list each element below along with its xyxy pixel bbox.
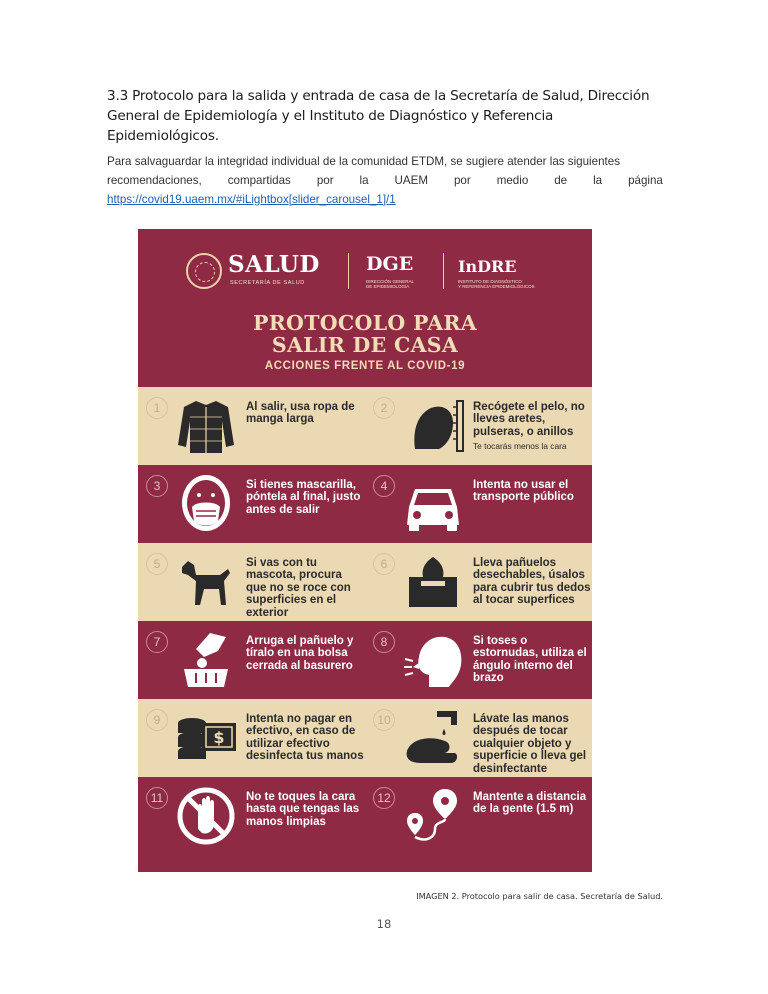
- intro-paragraph: [107, 152, 663, 209]
- poster-title-line-1: PROTOCOLO PARA: [253, 311, 477, 335]
- salud-logo: SALUD: [228, 251, 320, 278]
- source-link[interactable]: https://covid19.uaem.mx/#iLightbox[slider_carousel_1]/1: [107, 193, 396, 206]
- item-number: 12: [373, 787, 395, 809]
- item-text: No te toques la cara hasta que tengas las manos limpias: [246, 791, 360, 828]
- salud-subtitle: SECRETARÍA DE SALUD: [230, 280, 305, 286]
- protocol-item: [138, 777, 365, 855]
- item-number: 9: [146, 709, 168, 731]
- protocol-row: [138, 777, 592, 855]
- protocol-row: [138, 465, 592, 543]
- paragraph-word: la: [359, 174, 369, 187]
- protocol-item: [365, 465, 592, 543]
- item-text: [473, 401, 591, 453]
- logo-divider: [443, 253, 444, 289]
- dge-subtitle: [366, 279, 414, 289]
- item-text: Lávate las manos después de tocar cualquier objeto y superficie o lleva gel desinfectante: [473, 713, 587, 775]
- jacket-icon: [174, 395, 238, 457]
- logo-row: [138, 247, 592, 297]
- dge-logo: DGE: [366, 253, 414, 275]
- indre-subtitle: [458, 279, 535, 289]
- cough-icon: [401, 629, 465, 691]
- item-number: 3: [146, 475, 168, 497]
- protocol-row: [138, 543, 592, 621]
- protocol-item: [138, 621, 365, 699]
- indre-subtitle-line: INSTITUTO DE DIAGNÓSTICO: [458, 279, 522, 284]
- item-main-text: Recógete el pelo, no lleves aretes, pulseras, o anillos: [473, 401, 585, 438]
- poster-title-line-2: SALIR DE CASA: [271, 333, 459, 357]
- protocol-item: [138, 387, 365, 465]
- protocol-row: [138, 621, 592, 699]
- protocol-item: [365, 543, 592, 621]
- item-text: Mantente a distancia de la gente (1.5 m): [473, 791, 587, 816]
- handwash-icon: [401, 707, 465, 769]
- item-number: 11: [146, 787, 168, 809]
- protocol-row: [138, 699, 592, 777]
- item-number: 2: [373, 397, 395, 419]
- item-note: Te tocarás menos la cara: [473, 441, 567, 452]
- protocol-poster: [138, 229, 592, 872]
- protocol-item: [138, 543, 365, 621]
- protocol-item: [365, 777, 592, 855]
- paragraph-word: medio: [496, 174, 529, 187]
- paragraph-line-1: Para salvaguardar la integridad individual de la comunidad ETDM, se sugiere atender las siguientes: [107, 155, 620, 168]
- item-text: Arruga el pañuelo y tíralo en una bolsa cerrada al basurero: [246, 635, 354, 672]
- protocol-item: [138, 465, 365, 543]
- car-icon: [401, 473, 465, 535]
- trash-bin-icon: [174, 629, 238, 691]
- item-text: Intenta no pagar en efectivo, en caso de utilizar efectivo desinfecta tus manos: [246, 713, 364, 763]
- protocol-item: [365, 699, 592, 777]
- paragraph-word: UAEM: [394, 174, 429, 187]
- item-number: 7: [146, 631, 168, 653]
- protocol-item: [365, 621, 592, 699]
- paragraph-word: de: [554, 174, 568, 187]
- protocol-item: [365, 387, 592, 465]
- item-number: 6: [373, 553, 395, 575]
- item-text: Si toses o estornudas, utiliza el ángulo interno del brazo: [473, 635, 587, 685]
- mexico-seal-icon: [186, 253, 222, 289]
- item-number: 5: [146, 553, 168, 575]
- indre-logo: InDRE: [458, 257, 517, 276]
- svg-text:$: $: [213, 728, 225, 747]
- dge-subtitle-line: DE EPIDEMIOLOGÍA: [366, 284, 410, 289]
- paragraph-word: recomendaciones,: [107, 174, 202, 187]
- item-text: Lleva pañuelos desechables, úsalos para cubrir tus dedos al tocar superfices: [473, 557, 591, 607]
- cash-icon: [174, 707, 238, 769]
- paragraph-line-2: [107, 171, 663, 190]
- figure-caption: IMAGEN 2. Protocolo para salir de casa. Secretaría de Salud.: [416, 891, 663, 901]
- item-text: Si tienes mascarilla, póntela al final, justo antes de salir: [246, 479, 361, 516]
- dge-subtitle-line: DIRECCIÓN GENERAL: [366, 279, 415, 284]
- no-touch-face-icon: [174, 785, 238, 847]
- poster-header: [138, 229, 592, 387]
- item-text: Al salir, usa ropa de manga larga: [246, 401, 355, 426]
- poster-subtitle: ACCIONES FRENTE AL COVID-19: [264, 360, 466, 372]
- item-number: 4: [373, 475, 395, 497]
- item-text: Intenta no usar el transporte público: [473, 479, 574, 504]
- paragraph-word: la: [593, 174, 603, 187]
- protocol-item: [138, 699, 365, 777]
- section-heading: 3.3 Protocolo para la salida y entrada de casa de la Secretaría de Salud, Dirección General de Epidemiología y el Instituto de Diagnóstico y Referencia Epidemiológicos.: [107, 88, 650, 144]
- item-text: Si vas con tu mascota, procura que no se roce con superficies en el exterior: [246, 557, 351, 619]
- hair-comb-icon: [401, 395, 465, 457]
- paragraph-word: compartidas: [227, 174, 291, 187]
- item-number: 8: [373, 631, 395, 653]
- paragraph-word: página: [628, 174, 663, 187]
- indre-subtitle-line: Y REFERENCIA EPIDEMIOLÓGICOS: [458, 284, 535, 289]
- paragraph-word: por: [453, 174, 471, 187]
- page-number: 18: [376, 917, 392, 931]
- logo-divider: [348, 253, 349, 289]
- protocol-row: [138, 387, 592, 465]
- item-number: 1: [146, 397, 168, 419]
- paragraph-word: por: [316, 174, 334, 187]
- tissue-box-icon: [401, 551, 465, 613]
- dog-icon: [174, 551, 238, 613]
- distance-icon: [401, 785, 465, 847]
- face-mask-icon: [174, 473, 238, 535]
- item-number: 10: [373, 709, 395, 731]
